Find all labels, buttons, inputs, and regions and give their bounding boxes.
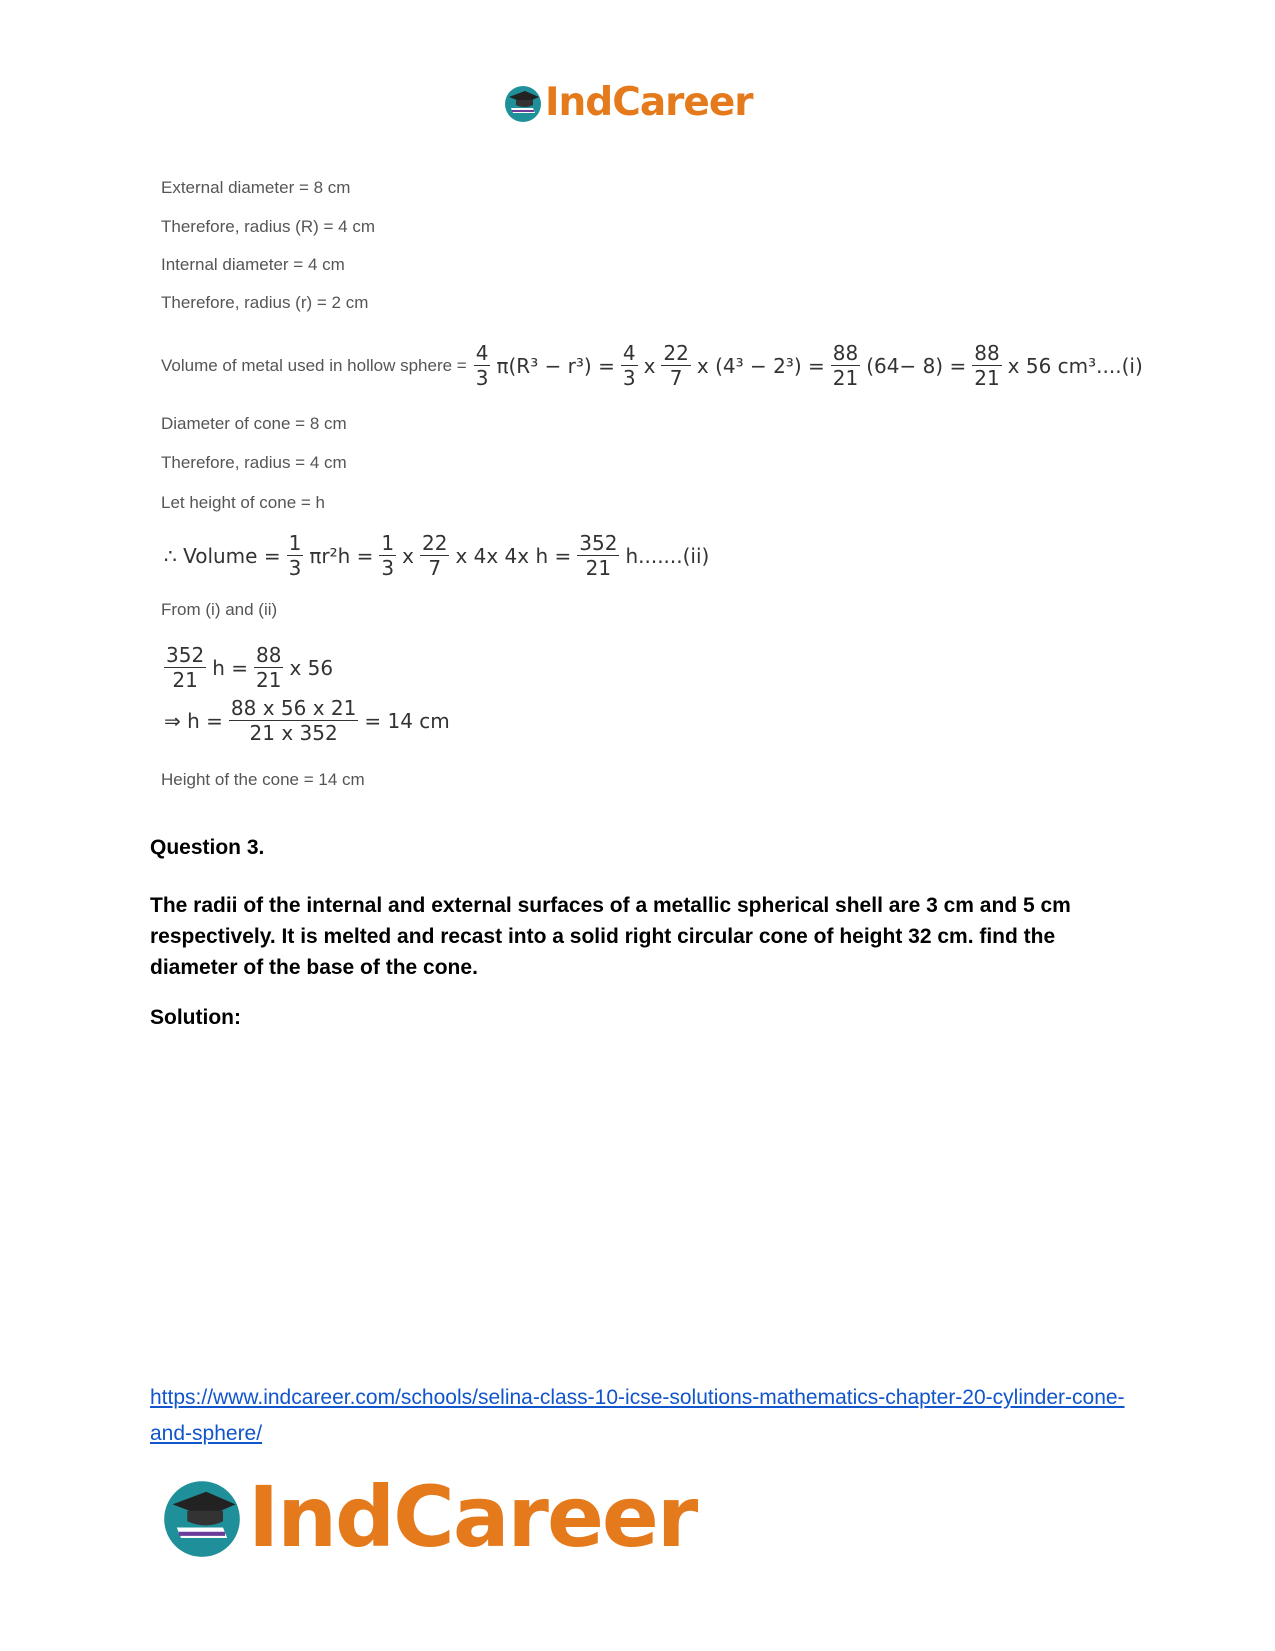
- equation-equate: $\frac{352}{21}$ h = $\frac{88}{21}$ x 56: [166, 643, 334, 692]
- fraction: $\frac{4}{3}$: [475, 341, 489, 390]
- solution-line: Internal diameter = 4 cm: [161, 255, 345, 274]
- graduation-cap-logo-icon: [160, 1475, 244, 1559]
- fraction: $\frac{88}{21}$: [255, 643, 282, 692]
- equation-volume-cone: ∴ Volume = $\frac{1}{3}$ πr²h = $\frac{1}{3}$ x $\frac{22}{7}$ x 4x 4x h = $\frac{352}{21}$ h.......(ii): [164, 531, 710, 580]
- solution-line: Diameter of cone = 8 cm: [161, 414, 347, 433]
- logo-text: IndCareer: [545, 80, 753, 125]
- source-link[interactable]: https://www.indcareer.com/schools/selina-class-10-icse-solutions-mathematics-chapter-20-cylinder-cone-and-sphere/: [150, 1386, 1125, 1445]
- fraction: $\frac{352}{21}$: [579, 531, 618, 580]
- graduation-cap-logo-icon: [503, 83, 543, 123]
- fraction: $\frac{22}{7}$: [663, 341, 689, 390]
- equation-height-result: ⇒ h = $\frac{88 x 56 x 21}{21 x 352}$ = 14 cm: [164, 696, 450, 745]
- header-logo: [503, 80, 753, 125]
- solution-line: From (i) and (ii): [161, 600, 278, 619]
- fraction: $\frac{352}{21}$: [166, 643, 205, 692]
- fraction: $\frac{22}{7}$: [421, 531, 448, 580]
- fraction: $\frac{4}{3}$: [622, 341, 636, 390]
- fraction: $\frac{1}{3}$: [381, 531, 395, 580]
- equation-label: Volume of metal used in hollow sphere =: [161, 355, 467, 375]
- solution-line: External diameter = 8 cm: [161, 178, 351, 197]
- footer-logo: [160, 1468, 696, 1566]
- fraction: $\frac{88 x 56 x 21}{21 x 352}$: [230, 696, 357, 745]
- solution-line: Therefore, radius = 4 cm: [161, 453, 347, 472]
- fraction: $\frac{88}{21}$: [974, 341, 1000, 390]
- solution-line: Let height of cone = h: [161, 493, 325, 512]
- fraction: $\frac{1}{3}$: [288, 531, 302, 580]
- logo-text: IndCareer: [248, 1468, 697, 1566]
- question-text: The radii of the internal and external surfaces of a metallic spherical shell are 3 cm and 5 cm respectively. It is melted and recast into a solid right circular cone of height 32 cm. find the diameter of the base of the cone.: [150, 894, 1071, 979]
- solution-line: Height of the cone = 14 cm: [161, 770, 365, 789]
- equation-volume-hollow-sphere: Volume of metal used in hollow sphere = $\frac{4}{3}$ π(R³ − r³) = $\frac{4}{3}$ x $\frac{22}{7}$ x (4³ − 2³) = $\frac{88}{21}$ (64− 8) = $\frac{88}{21}$ x 56 cm³....(i): [161, 341, 1143, 390]
- solution-line: Therefore, radius (R) = 4 cm: [161, 217, 375, 236]
- solution-line: Therefore, radius (r) = 2 cm: [161, 293, 369, 312]
- fraction: $\frac{88}{21}$: [832, 341, 859, 390]
- question-title: Question 3.: [150, 836, 265, 859]
- solution-heading: Solution:: [150, 1006, 241, 1029]
